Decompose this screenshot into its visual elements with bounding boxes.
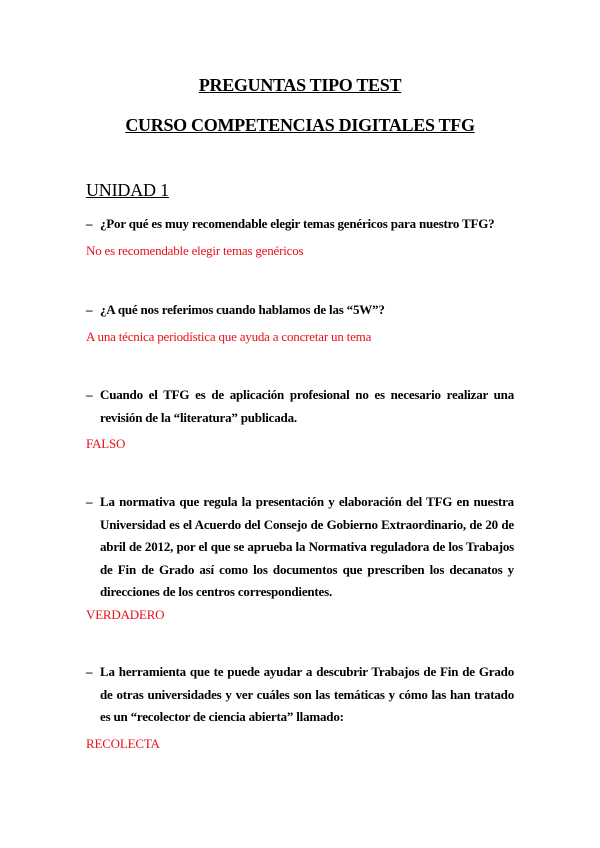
bullet-dash: – <box>86 494 93 509</box>
bullet-dash: – <box>86 302 93 317</box>
question-2 <box>86 299 514 322</box>
answer-5: RECOLECTA <box>86 736 160 751</box>
question-4 <box>86 491 514 604</box>
question-text: ¿Por qué es muy recomendable elegir temas genéricos para nuestro TFG? <box>100 216 495 231</box>
unit-heading: UNIDAD 1 <box>86 180 169 200</box>
answer-4: VERDADERO <box>86 607 165 622</box>
question-1 <box>86 213 514 236</box>
course-title: CURSO COMPETENCIAS DIGITALES TFG <box>125 115 475 135</box>
document-title: PREGUNTAS TIPO TEST <box>198 75 402 95</box>
answer-2: A una técnica periodística que ayuda a concretar un tema <box>86 329 372 344</box>
bullet-dash: – <box>86 664 93 679</box>
bullet-dash: – <box>86 216 93 231</box>
question-text: La herramienta que te puede ayudar a descubrir Trabajos de Fin de Grado de otras universidades y ver cuáles son las temáticas y cómo las han tratado es un “recolector de ciencia abierta” llamado: <box>100 664 514 724</box>
bullet-dash: – <box>86 387 93 402</box>
question-5 <box>86 661 514 729</box>
answer-3: FALSO <box>86 436 126 451</box>
answer-1: No es recomendable elegir temas genéricos <box>86 243 304 258</box>
question-3 <box>86 384 514 429</box>
question-text: ¿A qué nos referimos cuando hablamos de las “5W”? <box>100 302 385 317</box>
question-text: Cuando el TFG es de aplicación profesional no es necesario realizar una revisión de la “literatura” publicada. <box>100 387 514 425</box>
question-text: La normativa que regula la presentación y elaboración del TFG en nuestra Universidad es el Acuerdo del Consejo de Gobierno Extraordinario, de 20 de abril de 2012, por el que se aprueba la Normativa reguladora de los Trabajos de Fin de Grado así como los documentos que prescriben los decanatos y direcciones de los centros correspondientes. <box>100 494 514 599</box>
